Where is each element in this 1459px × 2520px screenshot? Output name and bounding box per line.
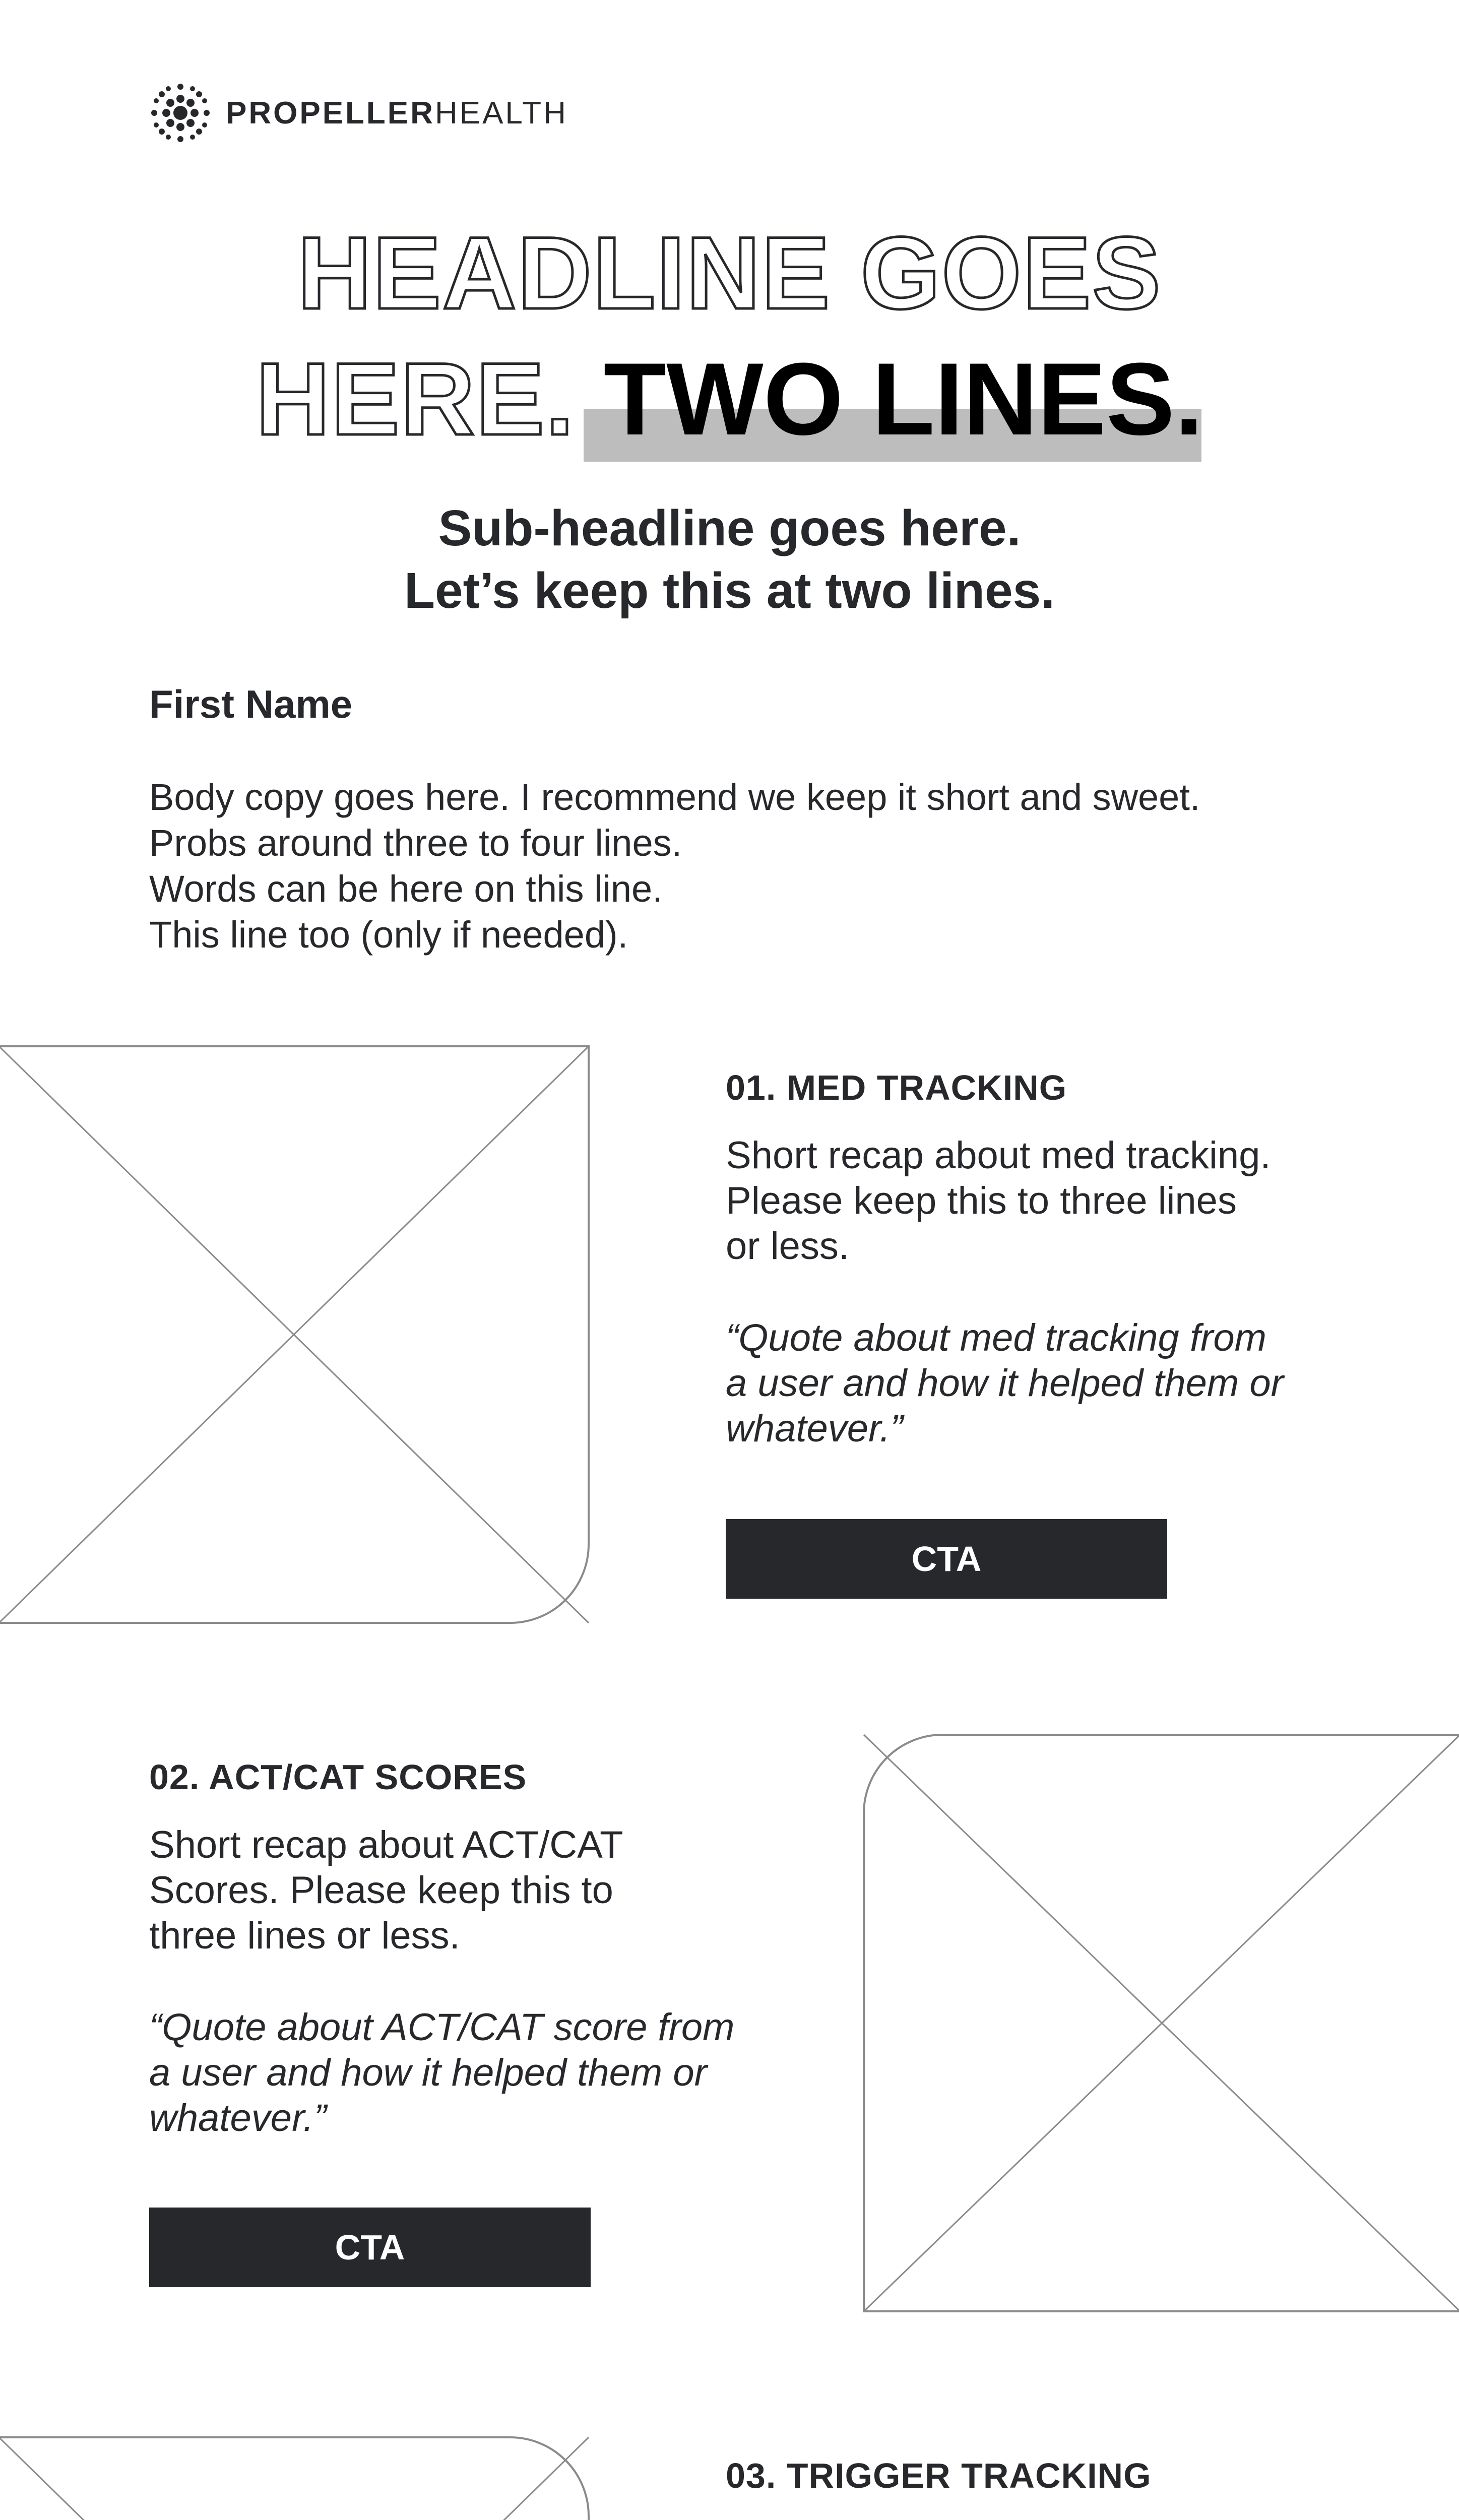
body-line: Probs around three to four lines. (149, 822, 682, 864)
text-line: three lines or less. (149, 1914, 460, 1957)
text-line: Short recap about ACT/CAT (149, 1823, 623, 1866)
image-placeholder-act-cat (863, 1734, 1459, 2312)
body-line: Body copy goes here. I recommend we keep it short and sweet. (149, 776, 1200, 818)
quote-line: “Quote about med tracking from (726, 1316, 1266, 1359)
body-copy (149, 774, 1200, 958)
cta-button-act-cat[interactable]: CTA (149, 2208, 591, 2287)
section-title-trigger-tracking: 03. TRIGGER TRACKING (726, 2456, 1152, 2495)
text-line: Short recap about med tracking. (726, 1134, 1271, 1177)
brand-wordmark: PROPELLERHEALTH (226, 95, 568, 131)
text-line: Scores. Please keep this to (149, 1869, 613, 1912)
image-placeholder-med-tracking (0, 1045, 591, 1624)
section-text-act-cat (149, 1822, 623, 1959)
headline-line-1: HEADLINE GOES (297, 216, 1162, 331)
subheadline-line-1: Sub-headline goes here. (438, 500, 1021, 556)
section-text-med-tracking (726, 1133, 1271, 1269)
quote-line: a user and how it helped them or (149, 2051, 707, 2094)
propeller-logo-icon (149, 82, 212, 144)
headline-outline-part: HERE. (256, 342, 575, 457)
body-line: This line too (only if needed). (149, 914, 628, 956)
section-title-act-cat: 02. ACT/CAT SCORES (149, 1757, 527, 1797)
greeting-name: First Name (149, 682, 353, 726)
header-logo[interactable] (149, 82, 568, 144)
quote-line: whatever.” (149, 2097, 327, 2139)
body-line: Words can be here on this line. (149, 868, 663, 910)
text-line: Please keep this to three lines (726, 1179, 1237, 1222)
subheadline-line-2: Let’s keep this at two lines. (404, 562, 1055, 619)
section-title-med-tracking: 01. MED TRACKING (726, 1068, 1067, 1107)
quote-line: whatever.” (726, 1407, 903, 1450)
text-line: or less. (726, 1225, 849, 1268)
section-quote-med-tracking (726, 1315, 1284, 1452)
cta-button-med-tracking[interactable]: CTA (726, 1519, 1167, 1599)
headline-line-2 (0, 342, 1459, 457)
headline-solid-part: TWO LINES. (603, 342, 1203, 457)
quote-line: a user and how it helped them or (726, 1362, 1284, 1405)
image-placeholder-trigger-tracking (0, 2436, 591, 2520)
section-quote-act-cat (149, 2005, 735, 2141)
quote-line: “Quote about ACT/CAT score from (149, 2006, 735, 2049)
